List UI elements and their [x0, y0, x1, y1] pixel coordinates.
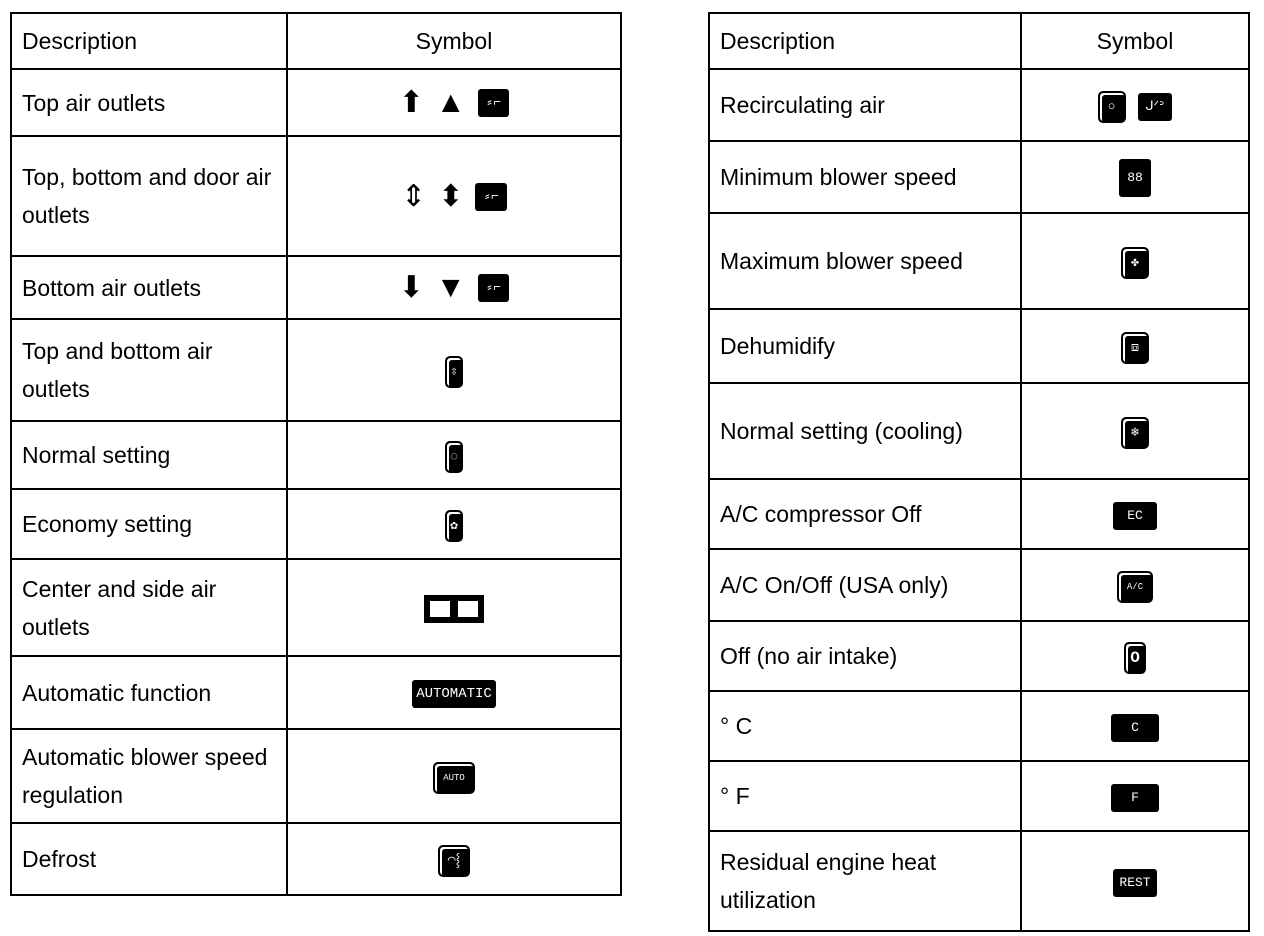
row-description: ° F: [709, 761, 1021, 831]
off-symbol: O: [1124, 642, 1146, 674]
row-description: Recirculating air: [709, 69, 1021, 141]
normal-setting-button-icon: ◌: [445, 441, 463, 473]
row-symbol: [1021, 383, 1249, 479]
row-symbol: [287, 421, 621, 489]
center-side-outlets-icon: [424, 595, 484, 623]
dehumidify-icon: ⧈: [1121, 332, 1149, 364]
row-symbol: [1021, 309, 1249, 383]
row-symbol: [1021, 69, 1249, 141]
max-blower-fan-icon: ✤: [1121, 247, 1149, 279]
economy-setting-button-icon: ✿: [445, 510, 463, 542]
row-symbol: [1021, 831, 1249, 931]
row-description: Normal setting (cooling): [709, 383, 1021, 479]
row-description: Bottom air outlets: [11, 256, 287, 319]
row-symbol: [287, 823, 621, 895]
row-symbol: [1021, 479, 1249, 549]
ac-on-off-symbol: A/C: [1117, 571, 1153, 603]
header-symbol: Symbol: [287, 13, 621, 69]
row-description: Dehumidify: [709, 309, 1021, 383]
row-description: Center and side air outlets: [11, 559, 287, 656]
row-description: Off (no air intake): [709, 621, 1021, 691]
min-blower-icon: 88: [1119, 159, 1151, 197]
row-symbol: [287, 656, 621, 729]
row-symbol: [287, 256, 621, 319]
triangle-up-icon: ▲: [435, 86, 466, 120]
row-symbol: [1021, 141, 1249, 213]
row-symbol: [287, 319, 621, 421]
car-recirculate-icon: ᒍᐟᐣ: [1138, 93, 1173, 121]
ac-off-symbol: EC: [1113, 502, 1157, 530]
row-description: Automatic blower speed regulation: [11, 729, 287, 823]
row-symbol: [287, 69, 621, 136]
cooling-snowflake-icon: ❄: [1121, 417, 1149, 449]
row-symbol: [1021, 761, 1249, 831]
row-description: A/C compressor Off: [709, 479, 1021, 549]
row-symbol: [287, 559, 621, 656]
arrow-up-wide-icon: ⬆: [398, 86, 424, 120]
right-symbol-table: [708, 12, 1250, 932]
seat-vent-icon: ⸗⌐: [478, 274, 510, 302]
row-description: Automatic function: [11, 656, 287, 729]
seat-vent-icon: ⸗⌐: [478, 89, 510, 117]
row-description: Top air outlets: [11, 69, 287, 136]
defrost-icon: ◠⸾: [438, 845, 470, 877]
row-description: A/C On/Off (USA only): [709, 549, 1021, 621]
row-description: ° C: [709, 691, 1021, 761]
row-description: Residual engine heat utilization: [709, 831, 1021, 931]
row-symbol: [1021, 549, 1249, 621]
row-description: Maximum blower speed: [709, 213, 1021, 309]
row-description: Top, bottom and door air outlets: [11, 136, 287, 256]
row-symbol: [1021, 213, 1249, 309]
row-description: Top and bottom air outlets: [11, 319, 287, 421]
top-bottom-button-icon: ⇳: [445, 356, 463, 388]
rest-symbol: REST: [1113, 869, 1156, 897]
row-symbol: [287, 729, 621, 823]
automatic-symbol: AUTOMATIC: [412, 680, 496, 708]
celsius-symbol: C: [1111, 714, 1159, 742]
auto-blower-symbol: AUTO: [433, 762, 475, 794]
row-description: Normal setting: [11, 421, 287, 489]
row-description: Defrost: [11, 823, 287, 895]
row-description: Economy setting: [11, 489, 287, 559]
row-description: Minimum blower speed: [709, 141, 1021, 213]
seat-vent-icon: ⸗⌐: [475, 183, 507, 211]
recirculate-icon: ○: [1098, 91, 1126, 123]
left-symbol-table: [10, 12, 622, 896]
row-symbol: [1021, 621, 1249, 691]
header-description: Description: [11, 13, 287, 69]
fahrenheit-symbol: F: [1111, 784, 1159, 812]
row-symbol: [1021, 691, 1249, 761]
header-symbol: Symbol: [1021, 13, 1249, 69]
header-description: Description: [709, 13, 1021, 69]
triangle-up-down-icon: ⬍: [438, 179, 464, 213]
arrow-up-down-icon: ⇕: [401, 179, 427, 213]
arrow-down-wide-icon: ⬇: [398, 271, 424, 305]
row-symbol: [287, 136, 621, 256]
triangle-down-icon: ▼: [435, 271, 466, 305]
row-symbol: [287, 489, 621, 559]
